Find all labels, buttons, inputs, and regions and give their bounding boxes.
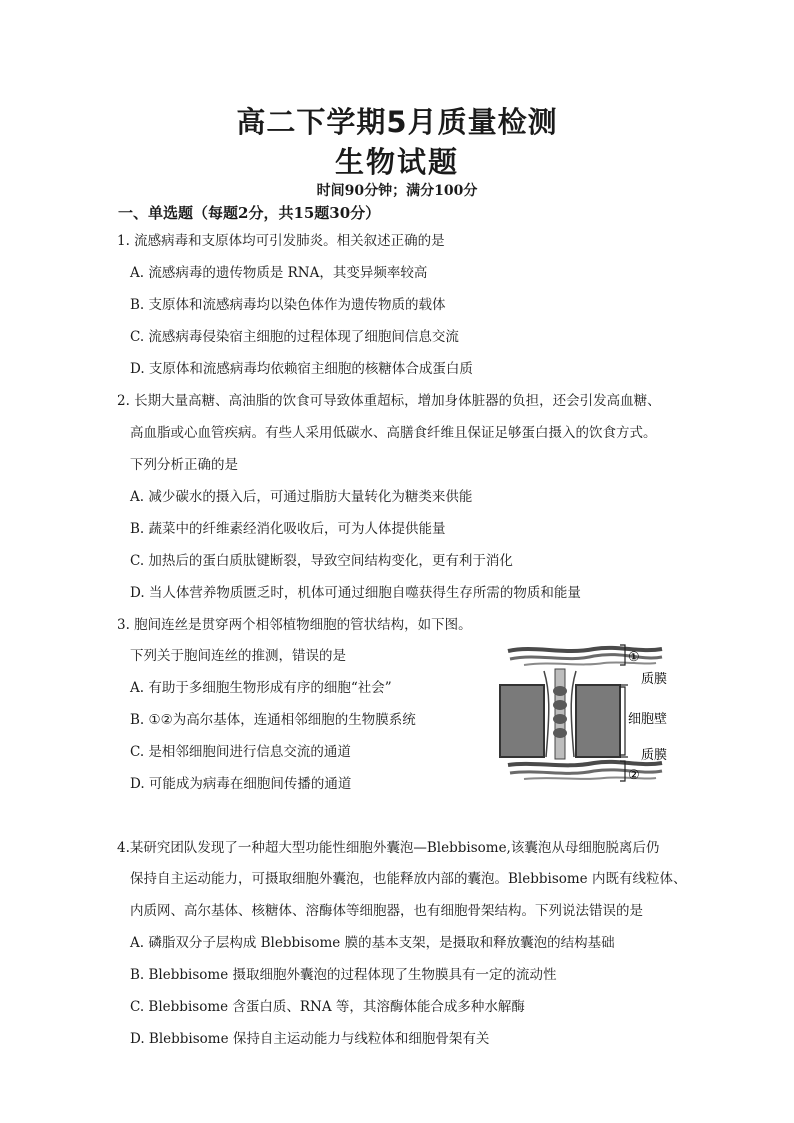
question-1-option-a: A. 流感病毒的遗传物质是 RNA，其变异频率较高 [130, 265, 428, 281]
question-2-option-d: D. 当人体营养物质匮乏时，机体可通过细胞自噬获得生存所需的物质和能量 [130, 585, 581, 601]
question-4-option-c: C. Blebbisome 含蛋白质、RNA 等，其溶酶体能合成多种水解酶 [130, 999, 525, 1015]
figure-label-membrane-top: 质膜 [641, 672, 668, 687]
plasmodesmata-figure [494, 641, 684, 787]
question-4-option-a: A. 磷脂双分子层构成 Blebbisome 膜的基本支架，是摄取和释放囊泡的结构基础 [130, 935, 615, 951]
question-4-option-b: B. Blebbisome 摄取细胞外囊泡的过程体现了生物膜具有一定的流动性 [130, 967, 557, 983]
question-1-option-c: C. 流感病毒侵染宿主细胞的过程体现了细胞间信息交流 [130, 329, 459, 345]
figure-label-1: ① [628, 650, 640, 665]
exam-title: 高二下学期5月质量检测 [236, 105, 558, 139]
question-3-option-d: D. 可能成为病毒在细胞间传播的通道 [130, 776, 352, 792]
figure-leader-lines [620, 645, 628, 781]
question-3-stem-line-1: 3. 胞间连丝是贯穿两个相邻植物细胞的管状结构，如下图。 [117, 617, 472, 633]
question-2-stem-line-3: 下列分析正确的是 [130, 457, 238, 473]
figure-label-cell-wall: 细胞壁 [628, 712, 668, 727]
question-1-option-b: B. 支原体和流感病毒均以染色体作为遗传物质的载体 [130, 297, 446, 313]
question-3-option-b: B. ①②为高尔基体，连通相邻细胞的生物膜系统 [130, 712, 416, 728]
question-2-stem-line-1: 2. 长期大量高糖、高油脂的饮食可导致体重超标，增加身体脏器的负担，还会引发高血糖、 [117, 393, 661, 409]
question-1-stem: 1. 流感病毒和支原体均可引发肺炎。相关叙述正确的是 [117, 233, 445, 249]
figure-label-2: ② [628, 768, 640, 783]
question-2-option-a: A. 减少碳水的摄入后，可通过脂肪大量转化为糖类来供能 [130, 489, 473, 505]
question-3-stem-line-2: 下列关于胞间连丝的推测，错误的是 [130, 648, 346, 664]
question-4-option-d: D. Blebbisome 保持自主运动能力与线粒体和细胞骨架有关 [130, 1031, 490, 1047]
plasmodesma-channel [544, 669, 576, 759]
question-4-stem-line-1: 4.某研究团队发现了一种超大型功能性细胞外囊泡—Blebbisome,该囊泡从母细胞脱离后仍 [117, 840, 660, 856]
question-4-stem-line-2: 保持自主运动能力，可摄取细胞外囊泡，也能释放内部的囊泡。Blebbisome 内既有线粒体、 [130, 871, 687, 887]
question-2-option-c: C. 加热后的蛋白质肽键断裂，导致空间结构变化，更有利于消化 [130, 553, 513, 569]
question-2-stem-line-2: 高血脂或心血管疾病。有些人采用低碳水、高膳食纤维且保证足够蛋白摄入的饮食方式。 [130, 425, 657, 441]
exam-info: 时间90分钟；满分100分 [316, 183, 478, 199]
plasmodesmata-diagram [494, 641, 684, 787]
question-4-stem-line-3: 内质网、高尔基体、核糖体、溶酶体等细胞器，也有细胞骨架结构。下列说法错误的是 [130, 903, 643, 919]
right-cell-wall [576, 685, 620, 757]
left-cell-wall [500, 685, 544, 757]
question-1-option-d: D. 支原体和流感病毒均依赖宿主细胞的核糖体合成蛋白质 [130, 361, 473, 377]
question-2-option-b: B. 蔬菜中的纤维素经消化吸收后，可为人体提供能量 [130, 521, 446, 537]
section-heading: 一、单选题（每题2分，共15题30分） [118, 204, 381, 222]
question-3-option-a: A. 有助于多细胞生物形成有序的细胞“社会” [130, 680, 392, 696]
subject-title: 生物试题 [334, 145, 459, 179]
question-3-option-c: C. 是相邻细胞间进行信息交流的通道 [130, 744, 351, 760]
figure-label-membrane-bottom: 质膜 [641, 748, 668, 763]
